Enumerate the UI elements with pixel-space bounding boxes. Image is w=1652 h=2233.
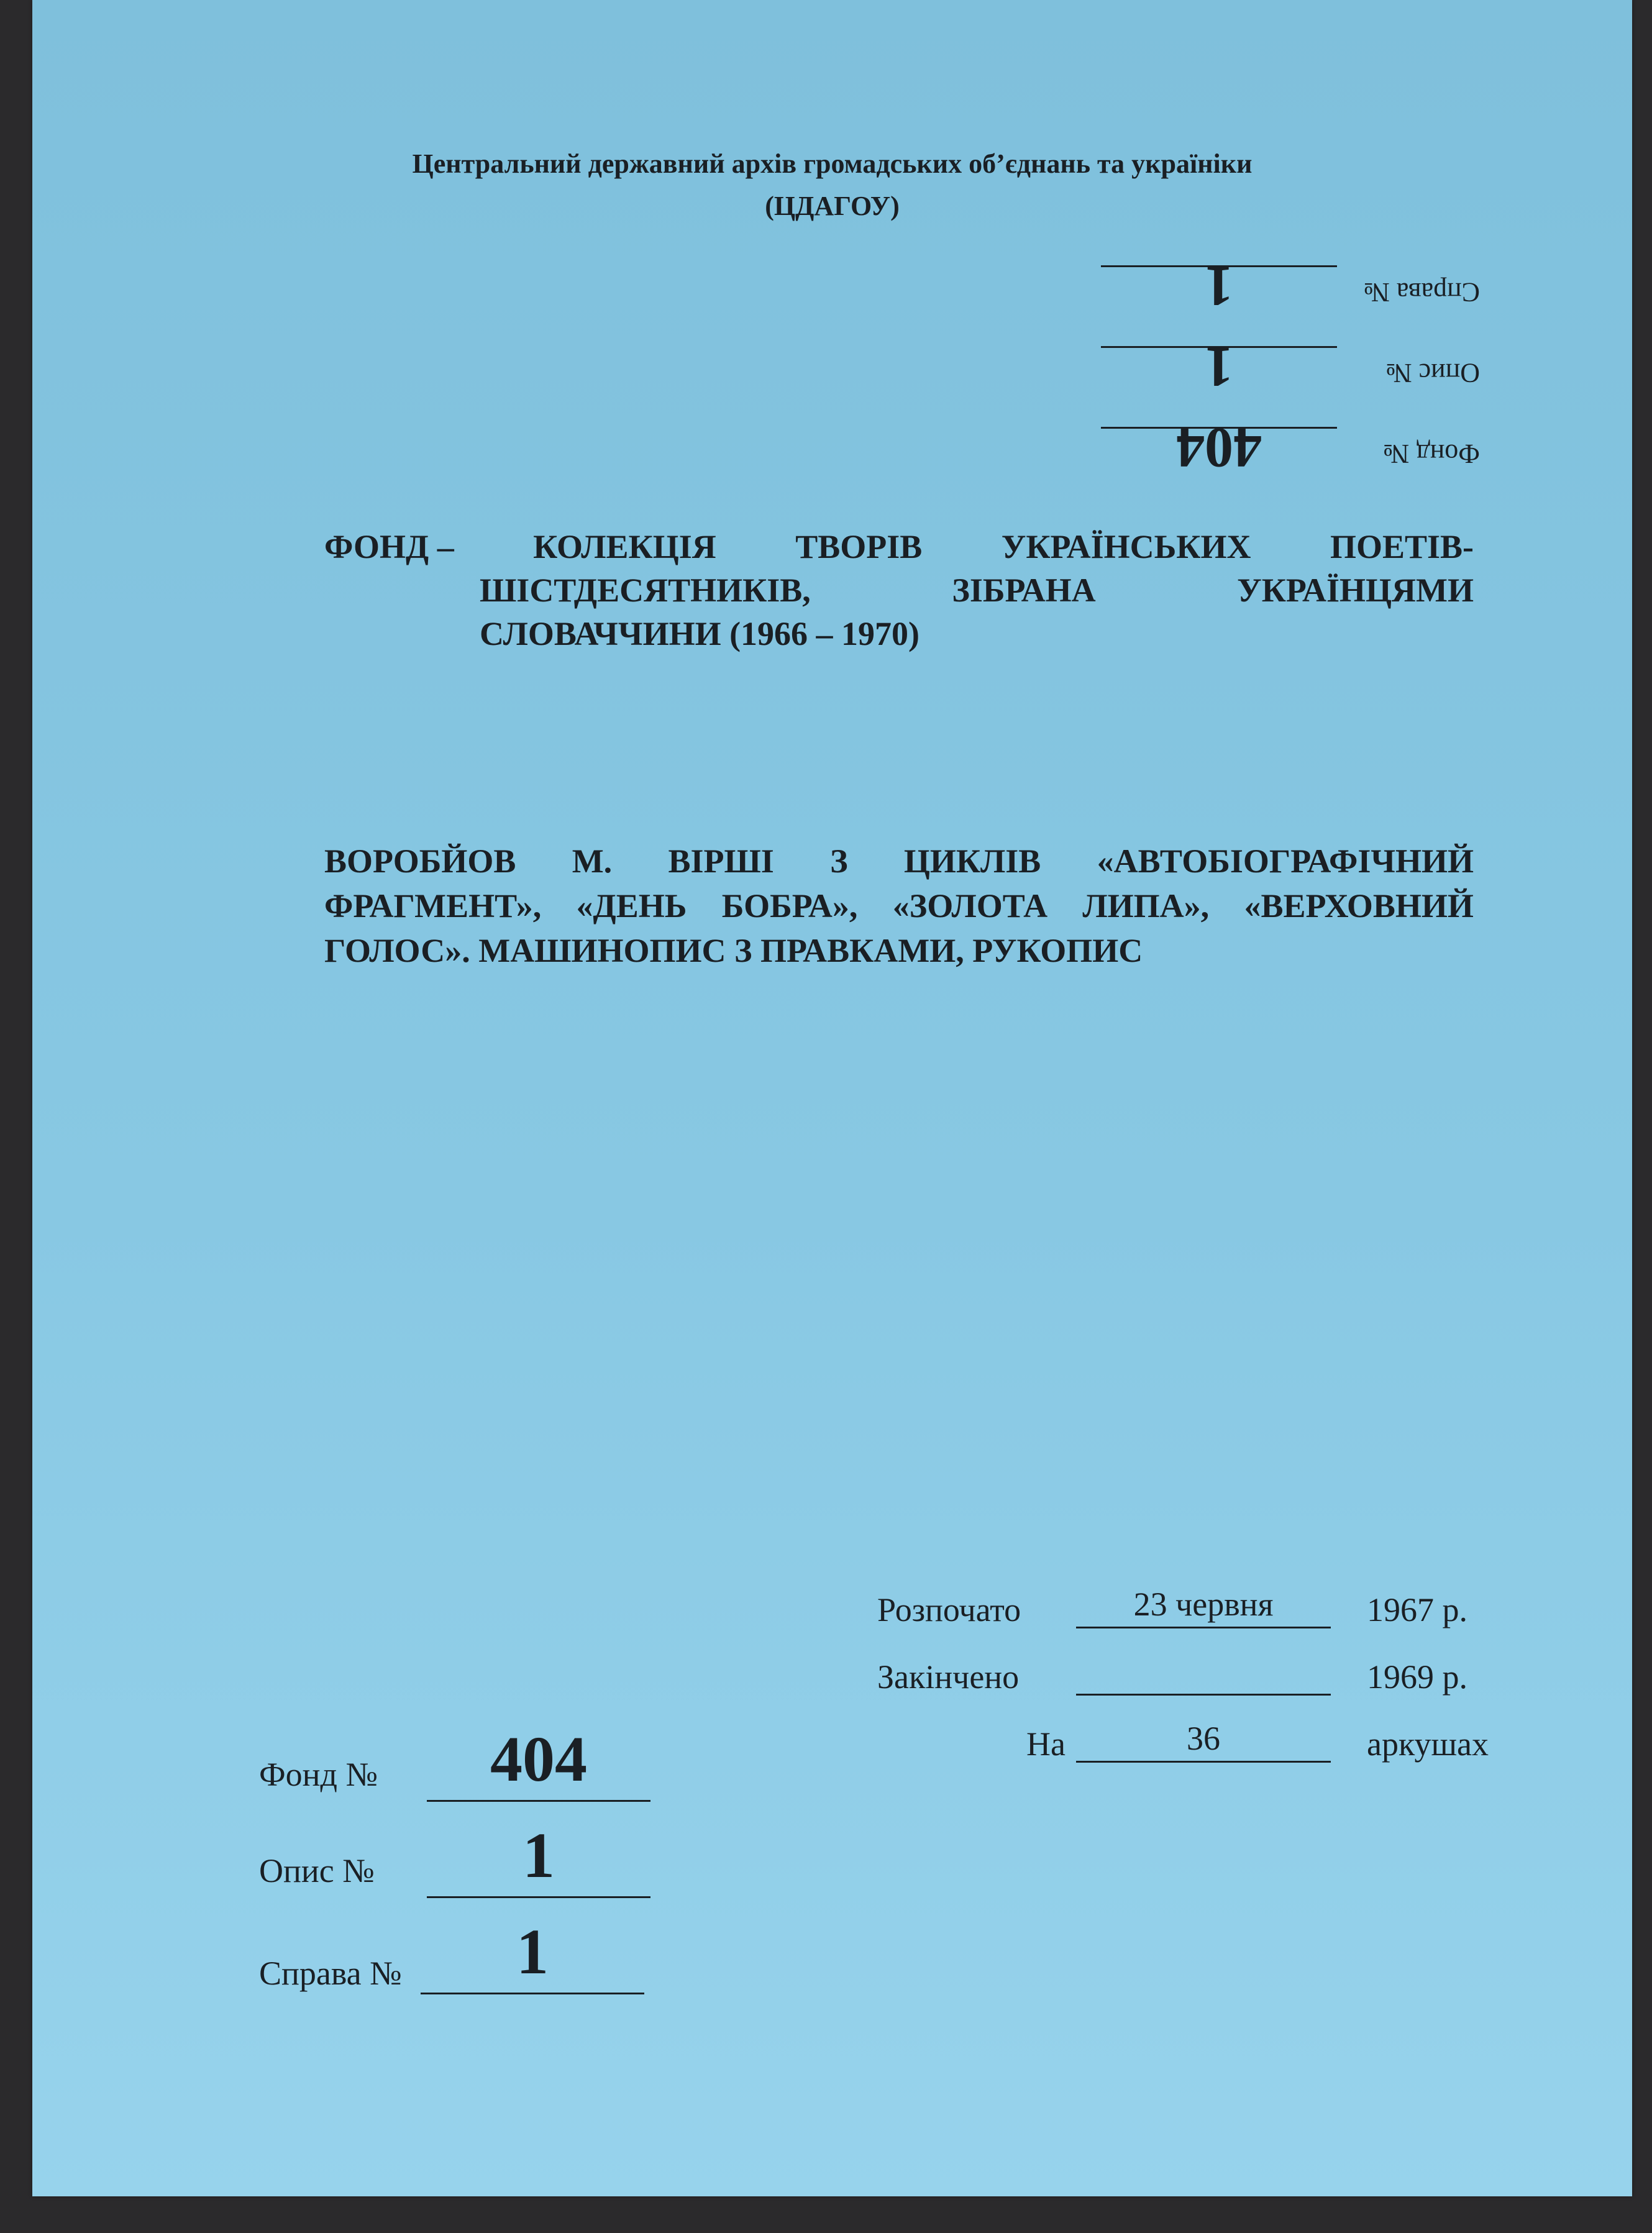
finished-label: Закінчено [877,1658,1020,1696]
spine-opys-value: 1 [1205,336,1233,399]
bottom-sprava-line [421,1993,644,1994]
bottom-opys-line [427,1896,650,1898]
started-date-field: 23 червня [1076,1582,1331,1628]
bottom-fond-row [259,1712,706,1808]
archive-name-line2: (ЦДАГОУ) [765,191,900,221]
fond-heading-prefix: ФОНД – [324,528,454,565]
spine-opys-line [1101,346,1337,348]
sheets-row [877,1712,1573,1779]
fond-heading-word: ШІСТДЕСЯТНИКІВ, [480,572,811,609]
bottom-sprava-row [259,1904,706,2004]
fond-heading-word: УКРАЇНСЬКИХ [1001,528,1251,565]
bottom-fond-value: 404 [490,1724,587,1795]
document-title-word: ВІРШІ [668,843,774,880]
fond-heading-word: УКРАЇНЦЯМИ [1237,572,1474,609]
spine-fond-label: Справа № [1363,277,1480,308]
archive-file-cover [32,0,1632,2196]
spine-opys-row [1039,323,1486,398]
document-title-line3: ГОЛОС». МАШИНОПИС З ПРАВКАМИ, РУКОПИС [324,932,1143,969]
document-title-word: З [830,843,848,880]
sheets-suffix: аркушах [1367,1725,1489,1763]
spine-sprava-row [1039,404,1486,478]
fond-heading [324,525,1474,655]
document-title-line2 [324,884,1474,928]
document-title-word: ФРАГМЕНТ», [324,887,542,925]
sheets-count-field: 36 [1076,1716,1331,1763]
bottom-fond-line [427,1800,650,1802]
document-title-word: ЦИКЛІВ [903,843,1041,880]
bottom-sprava-label: Справа № [259,1955,402,1992]
spine-fond-value: 404 [1176,416,1262,480]
spine-opys-label: Опис № [1385,358,1480,388]
bottom-opys-row [259,1808,706,1904]
fond-heading-word: КОЛЕКЦІЯ [533,528,716,565]
finished-row [877,1645,1573,1712]
bottom-identifiers [259,1712,706,2004]
document-title-word: «ДЕНЬ [576,887,687,925]
spine-identifiers-upside-down [1039,242,1486,478]
document-title-word: «ЗОЛОТА [892,887,1048,925]
date-range-block [877,1578,1573,1779]
document-title-word: М. [572,843,613,880]
bottom-sprava-value: 1 [516,1916,549,1988]
fond-heading-word: ТВОРІВ [795,528,923,565]
finished-date-field [1076,1649,1331,1696]
started-year: 1967 р. [1367,1591,1467,1628]
document-title-word: «ВЕРХОВНИЙ [1244,887,1474,925]
spine-sprava-value: 1 [1205,255,1233,318]
fond-heading-line2 [324,569,1474,612]
document-title-word: БОБРА», [721,887,858,925]
spine-fond-line [1101,427,1337,429]
document-title-line1 [324,839,1474,884]
sheets-label: На [1026,1725,1066,1763]
spine-fond-row [1039,242,1486,317]
document-title-word: ВОРОБЙОВ [324,843,516,880]
bottom-opys-value: 1 [523,1820,555,1891]
fond-heading-word: ПОЕТІВ- [1330,528,1474,565]
started-row [877,1578,1573,1645]
finished-year: 1969 р. [1367,1658,1467,1696]
spine-sprava-line [1101,265,1337,267]
bottom-opys-label: Опис № [259,1852,375,1889]
spine-sprava-label: Фонд № [1383,439,1480,469]
started-label: Розпочато [877,1591,1021,1628]
bottom-fond-label: Фонд № [259,1756,378,1793]
document-title [324,839,1474,973]
fond-heading-line3: СЛОВАЧЧИНИ (1966 – 1970) [480,615,920,652]
document-title-word: «АВТОБІОГРАФІЧНИЙ [1097,843,1474,880]
fond-heading-line1 [324,525,1474,569]
document-title-word: ЛИПА», [1082,887,1210,925]
archive-name [32,143,1632,227]
fond-heading-word: ЗІБРАНА [952,572,1096,609]
archive-name-line1: Центральний державний архів громадських об’єднань та україніки [412,148,1253,179]
